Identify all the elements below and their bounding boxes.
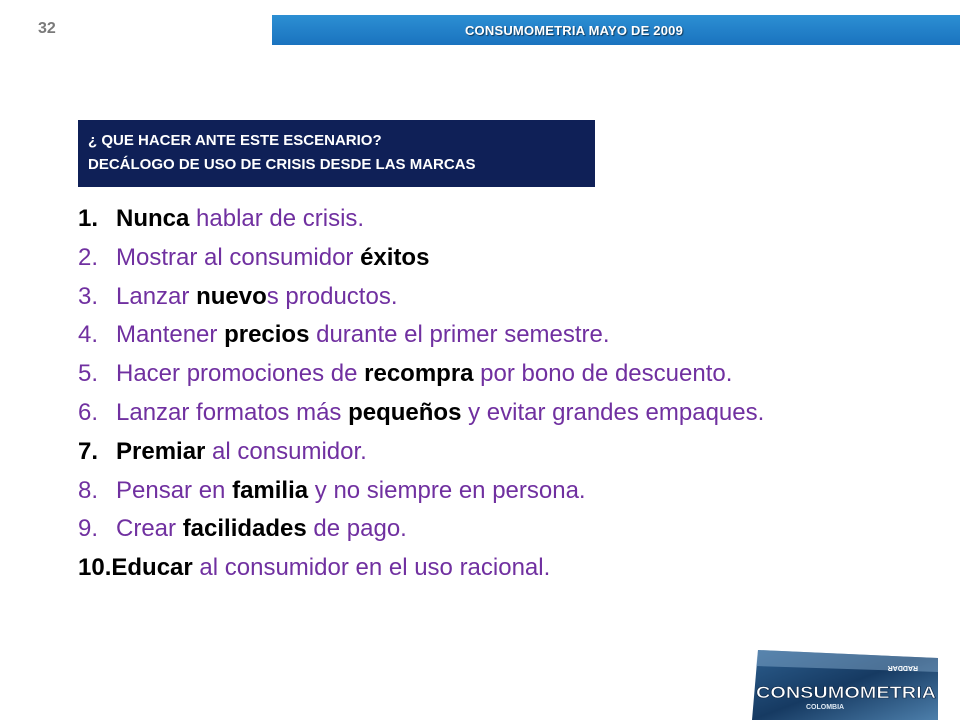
item-text: hablar de crisis. (189, 205, 365, 232)
item-text: s productos. (266, 282, 398, 310)
item-keyword: Premiar (116, 437, 206, 465)
header-title: CONSUMOMETRIA MAYO DE 2009 (464, 22, 684, 38)
item-keyword: Nunca (116, 205, 190, 232)
item-number: 1. (78, 205, 99, 232)
item-text: al consumidor. (205, 437, 367, 465)
item-text: durante el primer semestre. (309, 321, 610, 349)
item-text: Mostrar al consumidor (116, 243, 361, 271)
header-bar (272, 15, 960, 45)
item-number: 4. (78, 321, 99, 349)
item-text: al consumidor en el uso racional. (192, 554, 551, 582)
list-item (78, 278, 764, 317)
item-keyword: nuevo (196, 282, 267, 310)
item-keyword: Educar (111, 554, 193, 582)
item-number: 6. (78, 398, 99, 426)
item-keyword: recompra (364, 360, 474, 388)
list-item (78, 510, 764, 549)
list-item (78, 433, 764, 472)
item-text: y evitar grandes empaques. (461, 398, 765, 426)
logo-top-text: RADDAR (887, 664, 918, 671)
item-text: y no siempre en persona. (308, 476, 586, 504)
item-text: por bono de descuento. (473, 360, 733, 388)
item-number: 3. (78, 282, 99, 310)
item-number: 8. (78, 476, 99, 504)
item-text: Mantener (116, 321, 225, 349)
item-text: Lanzar (116, 282, 197, 310)
list-item (78, 549, 764, 588)
item-text: Hacer promociones de (116, 360, 365, 388)
item-text: Crear (116, 515, 183, 543)
item-text: de pago. (306, 515, 407, 543)
title-line-1: ¿ QUE HACER ANTE ESTE ESCENARIO? (88, 132, 382, 149)
page-number: 32 (38, 20, 56, 37)
item-keyword: facilidades (182, 515, 307, 543)
item-number: 5. (78, 360, 99, 388)
item-text: Lanzar formatos más (116, 398, 349, 426)
logo-sub-text: COLOMBIA (806, 704, 845, 711)
item-keyword: precios (224, 321, 310, 349)
list-item (78, 394, 764, 433)
list-item (78, 472, 764, 511)
item-number: 2. (78, 243, 99, 271)
list-item (78, 200, 764, 239)
title-box (78, 120, 595, 187)
list-item (78, 355, 764, 394)
item-keyword: familia (232, 476, 309, 504)
item-keyword: pequeños (348, 398, 462, 426)
list-item (78, 316, 764, 355)
consumometria-logo (752, 648, 938, 720)
decalogue-list (78, 200, 764, 588)
item-number: 9. (78, 515, 99, 543)
title-line-2: DECÁLOGO DE USO DE CRISIS DESDE LAS MARCAS (88, 156, 476, 173)
item-keyword: éxitos (360, 243, 430, 271)
item-number: 7. (78, 437, 99, 465)
logo-main-text: CONSUMOMETRIA (756, 683, 936, 702)
item-text: Pensar en (116, 476, 233, 504)
list-item (78, 239, 764, 278)
item-number: 10. (78, 554, 112, 582)
